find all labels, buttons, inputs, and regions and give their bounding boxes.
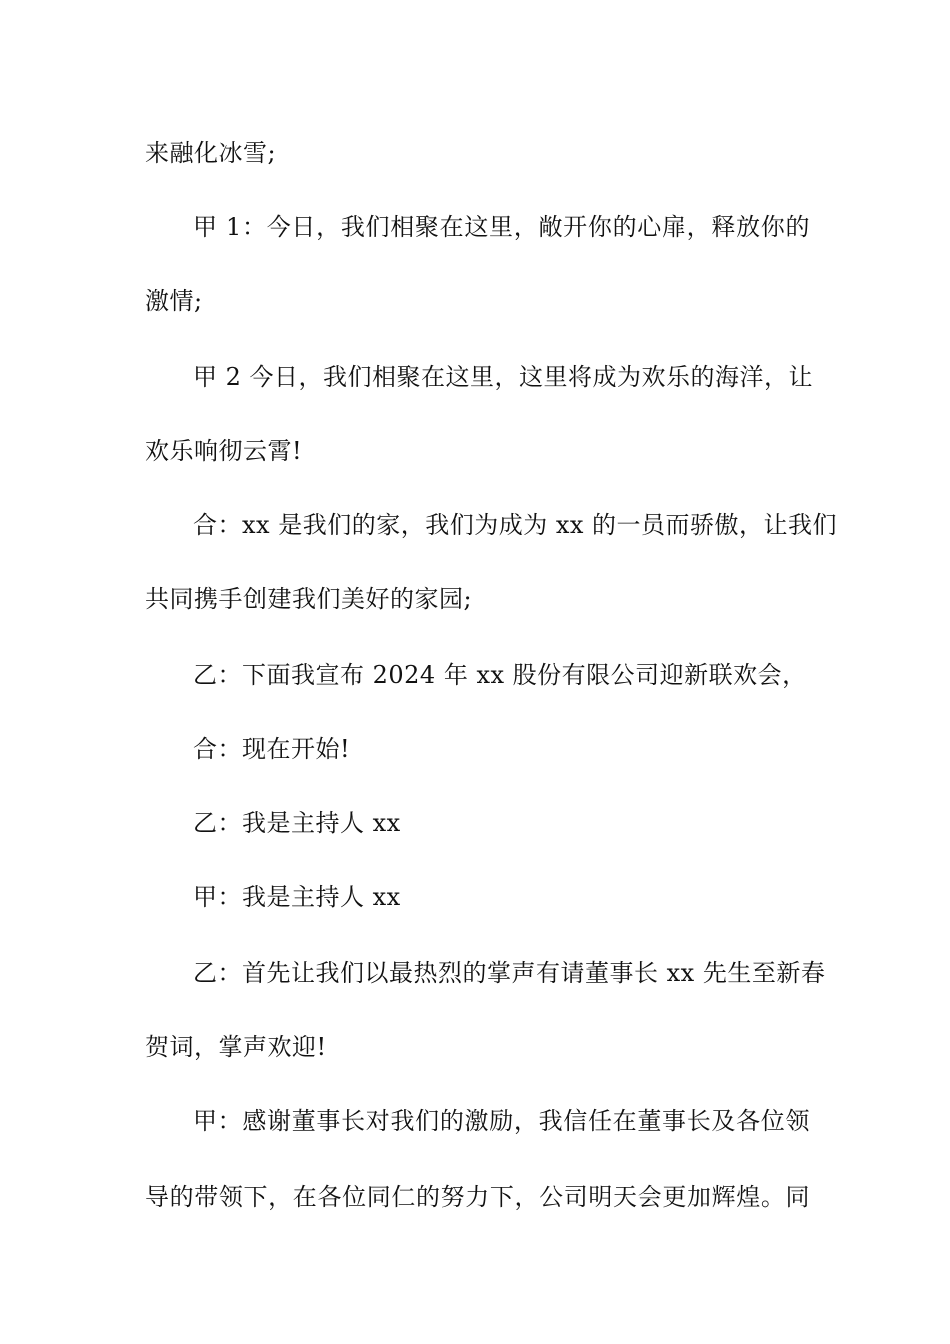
text-line: 欢乐响彻云霄! (145, 437, 303, 465)
text-line: 共同携手创建我们美好的家园; (145, 585, 473, 613)
text-line: 导的带领下，在各位同仁的努力下，公司明天会更加辉煌。同 (145, 1183, 810, 1211)
text-line: 乙：下面我宣布 2024 年 xx 股份有限公司迎新联欢会， (193, 661, 807, 689)
text-line: 甲：我是主持人 xx (193, 883, 401, 911)
text-line: 甲：感谢董事长对我们的激励，我信任在董事长及各位领 (193, 1107, 810, 1135)
text-line: 合：现在开始! (193, 735, 351, 763)
text-line: 激情; (145, 287, 203, 315)
text-line: 甲 2 今日，我们相聚在这里，这里将成为欢乐的海洋，让 (193, 363, 814, 391)
text-line: 甲 1：今日，我们相聚在这里，敞开你的心扉，释放你的 (193, 213, 810, 241)
text-line: 来融化冰雪; (145, 139, 277, 167)
text-line: 乙：首先让我们以最热烈的掌声有请董事长 xx 先生至新春 (193, 959, 826, 987)
text-line: 贺词，掌声欢迎! (145, 1033, 327, 1061)
text-line: 乙：我是主持人 xx (193, 809, 401, 837)
text-line: 合：xx 是我们的家，我们为成为 xx 的一员而骄傲，让我们 (193, 511, 838, 539)
